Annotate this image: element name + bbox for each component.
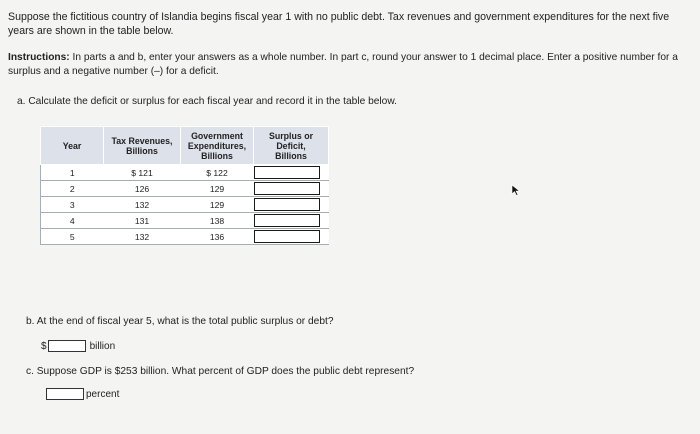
fiscal-table — [40, 126, 329, 245]
mouse-cursor-icon — [511, 184, 521, 196]
table-row — [41, 181, 329, 197]
tax-cell: $ 121 — [104, 165, 181, 181]
part-c-answer-row — [46, 388, 119, 400]
gov-cell: $ 122 — [181, 165, 254, 181]
debt-percent-gdp-input[interactable] — [46, 388, 84, 400]
year-cell: 5 — [41, 229, 104, 245]
part-b-answer-row — [41, 340, 115, 352]
gov-cell: 138 — [181, 213, 254, 229]
header-government-expenditures: Government Expenditures, Billions — [181, 127, 254, 165]
table-row — [41, 229, 329, 245]
gov-cell: 136 — [181, 229, 254, 245]
instructions-label: Instructions: — [8, 52, 70, 63]
part-b-question: b. At the end of fiscal year 5, what is the total public surplus or debt? — [26, 316, 334, 327]
surplus-input-year-3[interactable] — [254, 198, 320, 211]
dollar-sign: $ — [41, 340, 47, 352]
tax-cell: 131 — [104, 213, 181, 229]
header-tax-revenues: Tax Revenues, Billions — [104, 127, 181, 165]
surplus-input-year-4[interactable] — [254, 214, 320, 227]
tax-cell: 132 — [104, 197, 181, 213]
table-row — [41, 197, 329, 213]
tax-cell: 126 — [104, 181, 181, 197]
table-row — [41, 213, 329, 229]
surplus-input-year-1[interactable] — [254, 166, 320, 179]
surplus-input-year-2[interactable] — [254, 182, 320, 195]
table-row — [41, 165, 329, 181]
gov-cell: 129 — [181, 197, 254, 213]
year-cell: 3 — [41, 197, 104, 213]
fiscal-table-container — [40, 126, 329, 245]
instructions-text: In parts a and b, enter your answers as a whole number. In part c, round your answer to 1 decimal place. Enter a positive number for a surplus and a negative number (–) for a deficit. — [8, 52, 678, 77]
part-a-question: a. Calculate the deficit or surplus for each fiscal year and record it in the table below. — [17, 96, 397, 107]
percent-label: percent — [86, 388, 120, 400]
problem-intro: Suppose the fictitious country of Islandia begins fiscal year 1 with no public debt. Tax revenues and government expenditures for the next five years are shown in the table below. — [8, 11, 670, 37]
tax-cell: 132 — [104, 229, 181, 245]
header-surplus-deficit: Surplus or Deficit, Billions — [254, 127, 329, 165]
billion-label: billion — [89, 340, 116, 352]
part-c-question: c. Suppose GDP is $253 billion. What percent of GDP does the public debt represent? — [26, 366, 415, 377]
header-year: Year — [41, 127, 104, 165]
instructions — [8, 51, 692, 79]
year-cell: 1 — [41, 165, 104, 181]
gov-cell: 129 — [181, 181, 254, 197]
surplus-input-year-5[interactable] — [254, 230, 320, 243]
year-cell: 4 — [41, 213, 104, 229]
total-debt-input[interactable] — [48, 340, 86, 352]
year-cell: 2 — [41, 181, 104, 197]
